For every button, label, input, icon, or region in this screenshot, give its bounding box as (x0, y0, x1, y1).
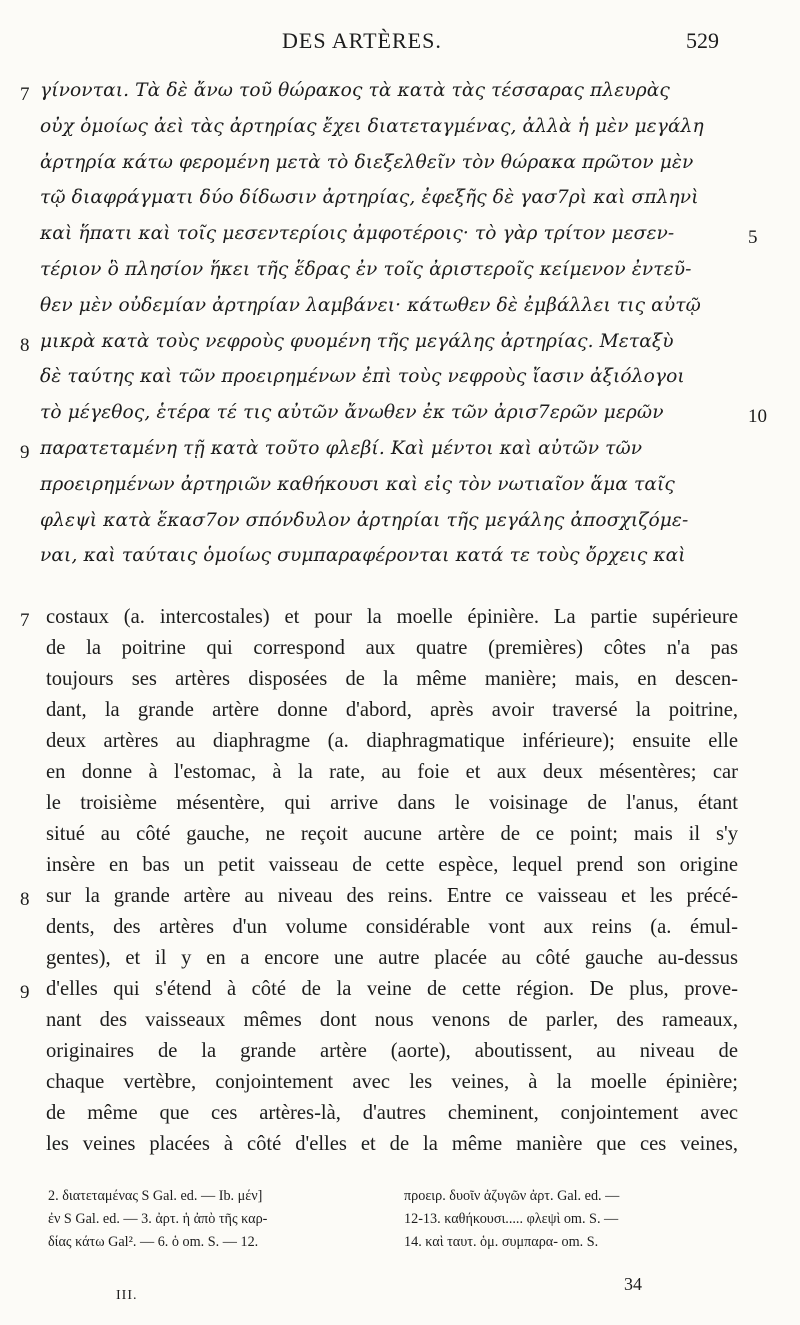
french-line: d'elles qui s'étend à côté de la veine de cette région. De plus, prove- (46, 978, 738, 1000)
greek-line: προειρημένων ἀρτηριῶν καθήκουσι καὶ εἰς τὸν νωτιαῖον ἅμα ταῖς (40, 473, 675, 495)
greek-line: τὸ μέγεθος, ἑτέρα τέ τις αὐτῶν ἄνωθεν ἐκ τῶν ἀρισ7ερῶν μερῶν (40, 402, 664, 424)
footnote-line-right: 14. καὶ ταυτ. ὁμ. συμπαρα- om. S. (404, 1234, 599, 1250)
french-line: de même que ces artères-là, d'autres cheminent, conjointement avec (46, 1102, 738, 1124)
greek-line: μικρὰ κατὰ τοὺς νεφροὺς φυομένη τῆς μεγάλης ἀρτηρίας. Μεταξὺ (40, 330, 674, 352)
page-number: 529 (686, 28, 719, 53)
french-line: le troisième mésentère, qui arrive dans le voisinage de l'anus, étant (46, 792, 738, 814)
french-line: insère en bas un petit vaisseau de cette espèce, lequel prend son origine (46, 854, 738, 876)
sheet-number: 34 (624, 1274, 642, 1294)
line-number: 10 (748, 406, 767, 428)
footnote-line-right: προειρ. δυοῖν ἀζυγῶν ἀρτ. Gal. ed. — (404, 1188, 620, 1204)
footnote-line-left: ἐν S Gal. ed. — 3. ἀρτ. ἡ ἀπὸ τῆς καρ- (48, 1211, 268, 1227)
french-line: deux artères au diaphragme (a. diaphragmatique inférieure); ensuite elle (46, 730, 738, 752)
footnote-line-right: 12-13. καθήκουσι..... φλεψὶ om. S. — (404, 1211, 619, 1227)
french-line: nant des vaisseaux mêmes dont nous venons de parler, des rameaux, (46, 1009, 738, 1031)
line-number: 5 (748, 227, 758, 249)
french-line: gentes), et il y en a encore une autre placée au côté gauche au-dessus (46, 947, 738, 969)
greek-line: ἀρτηρία κάτω φερομένη μετὰ τὸ διεξελθεῖν τὸν θώρακα πρῶτον μὲν (40, 151, 694, 173)
signature-mark: III. (116, 1288, 138, 1303)
greek-line: ναι, καὶ ταύταις ὁμοίως συμπαραφέρονται κατά τε τοὺς ὄρχεις καὶ (40, 545, 686, 567)
french-line: en donne à l'estomac, à la rate, au foie et aux deux mésentères; car (46, 761, 738, 783)
running-header (0, 28, 800, 60)
french-line: de la poitrine qui correspond aux quatre (premières) côtes n'a pas (46, 637, 738, 659)
greek-line: δὲ ταύτης καὶ τῶν προειρημένων ἐπὶ τοὺς νεφροὺς ἴασιν ἀξιόλογοι (40, 366, 685, 388)
greek-line: φλεψὶ κατὰ ἕκασ7ον σπόνδυλον ἀρτηρίαι τῆς μεγάλης ἀποσχιζόμε- (40, 509, 689, 531)
greek-line: καὶ ἥπατι καὶ τοῖς μεσεντερίοις ἀμφοτέροις· τὸ γὰρ τρίτον μεσεν- (40, 223, 675, 245)
greek-section-ref: 9 (20, 442, 30, 463)
greek-line: τῷ διαφράγματι δύο δίδωσιν ἀρτηρίας, ἐφεξῆς δὲ γασ7ρὶ καὶ σπληνὶ (40, 187, 699, 209)
french-line: situé au côté gauche, ne reçoit aucune artère de ce point; mais il s'y (46, 823, 738, 845)
french-line: toujours ses artères disposées de la même manière; mais, en descen- (46, 668, 738, 690)
french-line: les veines placées à côté d'elles et de la même manière que ces veines, (46, 1133, 738, 1155)
greek-section-ref: 8 (20, 334, 30, 356)
footnote-line-left: δίας κάτω Gal². — 6. ὁ om. S. — 12. (48, 1234, 259, 1250)
running-title: DES ARTÈRES. (282, 28, 442, 53)
french-line: costaux (a. intercostales) et pour la moelle épinière. La partie supérieure (46, 606, 738, 628)
french-section-ref: 8 (20, 889, 30, 910)
french-line: sur la grande artère au niveau des reins. Entre ce vaisseau et les précé- (46, 885, 738, 907)
greek-section-ref: 7 (20, 84, 30, 105)
french-line: dents, des artères d'un volume considérable vont aux reins (a. émul- (46, 916, 738, 938)
greek-line: παρατεταμένη τῇ κατὰ τοῦτο φλεβί. Καὶ μέντοι καὶ αὐτῶν τῶν (40, 438, 643, 459)
greek-line: οὐχ ὁμοίως ἀεὶ τὰς ἀρτηρίας ἔχει διατεταγμένας, ἀλλὰ ἡ μὲν μεγάλη (40, 115, 704, 137)
french-line: originaires de la grande artère (aorte), aboutissent, au niveau de (46, 1040, 738, 1062)
greek-line: τέριον ὃ πλησίον ἥκει τῆς ἕδρας ἐν τοῖς ἀριστεροῖς κείμενον ἐντεῦ- (40, 259, 692, 280)
french-line: chaque vertèbre, conjointement avec les veines, à la moelle épinière; (46, 1071, 738, 1093)
french-section-ref: 9 (20, 982, 30, 1003)
french-line: dant, la grande artère donne d'abord, après avoir traversé la poitrine, (46, 699, 738, 721)
greek-line: θεν μὲν οὐδεμίαν ἀρτηρίαν λαμβάνει· κάτωθεν δὲ ἐμβάλλει τις αὐτῷ (40, 294, 701, 316)
footnote-line-left: 2. διατεταμένας S Gal. ed. — Ib. μέν] (48, 1188, 263, 1204)
french-section-ref: 7 (20, 610, 30, 631)
greek-line: γίνονται. Τὰ δὲ ἄνω τοῦ θώρακος τὰ κατὰ τὰς τέσσαρας πλευρὰς (40, 80, 670, 101)
